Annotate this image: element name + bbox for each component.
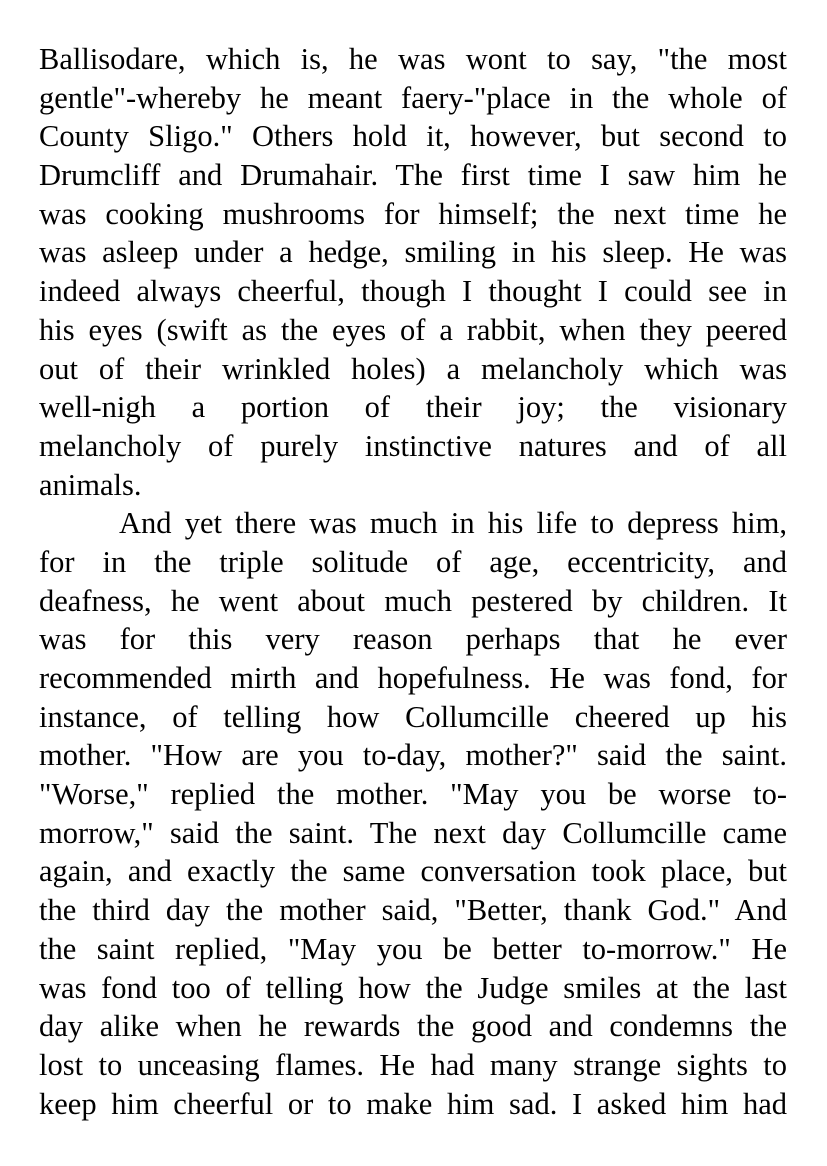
text-line: was asleep under a hedge, smiling in his sleep. He was — [39, 235, 787, 270]
text-line: the third day the mother said, "Better, thank God." And — [39, 893, 787, 928]
text-line: indeed always cheerful, though I thought I could see in — [39, 274, 787, 309]
body-text — [39, 40, 787, 1123]
text-line: Drumcliff and Drumahair. The first time I saw him he — [39, 158, 787, 193]
text-line: day alike when he rewards the good and condemns the — [39, 1009, 787, 1044]
text-line: instance, of telling how Collumcille cheered up his — [39, 699, 787, 734]
text-line: "Worse," replied the mother. "May you be worse to- — [39, 777, 787, 812]
text-line: melancholy of purely instinctive natures and of all — [39, 428, 787, 463]
text-line: again, and exactly the same conversation took place, but — [39, 854, 787, 889]
text-line: his eyes (swift as the eyes of a rabbit, when they peered — [39, 312, 787, 347]
text-line: mother. "How are you to-day, mother?" said the saint. — [39, 738, 787, 773]
text-line: was fond too of telling how the Judge smiles at the last — [39, 970, 787, 1005]
text-line: for in the triple solitude of age, eccentricity, and — [39, 544, 787, 579]
text-line: County Sligo." Others hold it, however, but second to — [39, 119, 787, 154]
text-line: out of their wrinkled holes) a melancholy which was — [39, 351, 787, 386]
text-line: lost to unceasing flames. He had many strange sights to — [39, 1047, 787, 1082]
text-line: was cooking mushrooms for himself; the next time he — [39, 196, 787, 231]
text-line: recommended mirth and hopefulness. He was fond, for — [39, 661, 787, 695]
text-line: well-nigh a portion of their joy; the visionary — [39, 390, 787, 425]
text-line: gentle"-whereby he meant faery-"place in the whole of — [39, 80, 787, 115]
text-line: Ballisodare, which is, he was wont to say, "the most — [39, 42, 787, 76]
text-line: morrow," said the saint. The next day Collumcille came — [39, 815, 787, 850]
paragraph-start-line: And yet there was much in his life to depress him, — [119, 506, 787, 541]
text-line: deafness, he went about much pestered by children. It — [39, 583, 787, 618]
text-line: was for this very reason perhaps that he ever — [39, 622, 787, 657]
text-line: keep him cheerful or to make him sad. I asked him had — [39, 1086, 787, 1121]
paragraph-end-line: animals. — [39, 467, 142, 502]
text-line: the saint replied, "May you be better to-morrow." He — [39, 931, 787, 966]
